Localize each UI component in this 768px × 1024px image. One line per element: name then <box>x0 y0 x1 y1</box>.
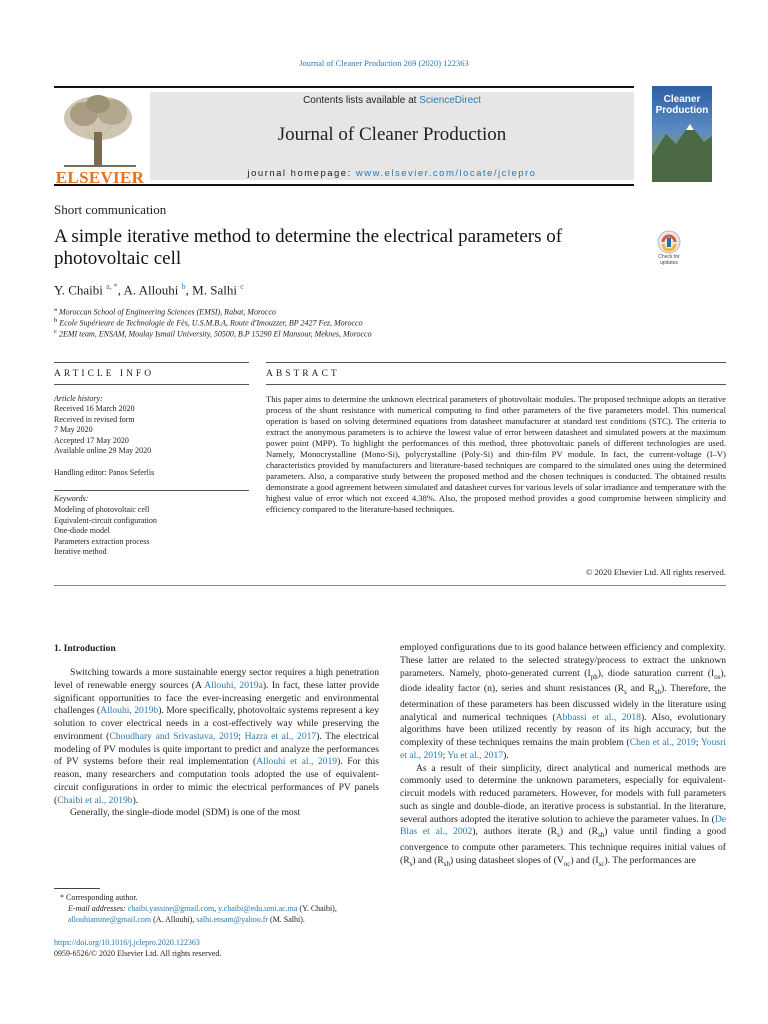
homepage-line <box>150 168 634 179</box>
subscript: sh <box>654 688 661 697</box>
citation-link[interactable]: Hazra et al., 2017 <box>244 730 317 742</box>
elsevier-logo[interactable] <box>54 92 146 187</box>
affiliation-a <box>54 306 276 317</box>
abstract-rule-lower <box>266 384 726 385</box>
affiliation-marker: a <box>54 306 57 313</box>
abstract-copyright: © 2020 Elsevier Ltd. All rights reserved. <box>585 567 726 577</box>
citation-link[interactable]: Allouhi, 2019b <box>100 705 159 717</box>
subscript: s <box>624 688 627 697</box>
check-badge-line1: Check for <box>658 254 680 260</box>
citation-link[interactable]: Chen et al., 2019 <box>629 737 696 749</box>
masthead-center <box>150 92 634 180</box>
elsevier-wordmark: ELSEVIER <box>55 168 145 187</box>
homepage-prefix: journal homepage: <box>247 168 356 179</box>
abstract-end-rule <box>54 585 726 586</box>
contents-line <box>150 95 634 106</box>
citation-link[interactable]: Choudhary and Srivastava, 2019 <box>109 730 239 742</box>
keyword-item: One-diode model <box>54 526 110 535</box>
citation-link[interactable]: Allouhi, 2019a <box>204 679 263 691</box>
subscript: ph <box>590 672 598 681</box>
body-paragraph: Switching towards a more sustainable energy sector requires a high penetration level of renewable energy sources (A Allouhi, 2019a). In fact, these latter provide significant opportunities to face the ever-increasing energetic and environmental challenges (Allouhi, 2019b). More specifically, photovoltaic systems represent a key solution to cover electrical needs in a cost-effectively way while preserving the environment (Choudhary and Srivastava, 2019; Hazra et al., 2017). The electrical modeling of PV modules is quite important to predict and analyze the performances of PV systems before their real implementation (Allouhi et al., 2019). For this reason, many researchers and computation tools adopted the use of equivalent-circuit configurations in order to mimic the electrical performances of PV panels (Chaibi et al., 2019b). <box>54 667 379 806</box>
abstract-heading: ABSTRACT <box>266 369 340 379</box>
corresponding-author-text: Corresponding author. <box>66 893 138 902</box>
body-column-right <box>400 642 726 870</box>
elsevier-tree-icon <box>54 92 146 168</box>
check-for-updates-badge[interactable] <box>650 228 688 268</box>
affiliation-text: Ecole Supérieure de Technologie de Fès, U.S.M.B.A, Route d'Imouzzer, BP 2427 Fez, Morocco <box>59 318 363 328</box>
affiliation-c <box>54 328 372 339</box>
homepage-link[interactable]: www.elsevier.com/locate/jclepro <box>355 168 537 179</box>
body-paragraph: employed configurations due to its good balance between efficiency and complexity. These latter are related to the selected strategy/process to extract the unknown parameters. Namely, photo-generated current $(I_{ph})$, diode saturation current $(I_{os})$, diode ideality factor (n), series and shunt resistances ($R_s$ and $R_{sh}$). Therefore, the determination of these parameters has been discussed widely in the literature using analytical and numerical techniques (Abbassi et al., 2018). Also, evolutionary algorithms have been utilized recently by reason of its high accuracy, but the complexity of these techniques remains the main problem (Chen et al., 2019; Yousri et al., 2019; Yu et al., 2017). <box>400 642 727 761</box>
author-list <box>54 282 244 298</box>
email-separator: (Y. Chaibi), <box>297 903 337 913</box>
citation-link[interactable]: Abbassi et al., 2018 <box>555 711 641 723</box>
article-info-rule <box>54 362 249 363</box>
body-column-left <box>54 667 379 820</box>
article-title: A simple iterative method to determine the electrical parameters of photovoltaic cell <box>54 226 563 269</box>
subscript: sh <box>598 831 605 840</box>
affiliation-text: Moroccan School of Engineering Sciences (EMSI), Rabat, Morocco <box>58 307 276 317</box>
history-item: Accepted 17 May 2020 <box>54 435 129 445</box>
keywords-label: Keywords: <box>54 494 89 503</box>
history-label: Article history: <box>54 394 103 403</box>
citation-link[interactable]: Allouhi et al., 2019 <box>256 756 338 768</box>
subscript: s <box>409 859 413 868</box>
check-badge-line2: updates <box>660 260 678 266</box>
keywords-rule <box>54 490 249 491</box>
email-label: E-mail addresses: <box>68 903 126 913</box>
journal-masthead <box>54 86 634 186</box>
author-name: Y. Chaibi <box>54 282 103 298</box>
abstract-rule <box>266 362 726 363</box>
issn-line: 0959-6526/© 2020 Elsevier Ltd. All rights reserved. <box>54 948 222 958</box>
author-name: M. Salhi <box>192 282 237 298</box>
keyword-item: Modeling of photovoltaic cell <box>54 505 150 514</box>
article-info-heading: ARTICLE INFO <box>54 369 155 379</box>
sciencedirect-link[interactable]: ScienceDirect <box>419 95 481 106</box>
footnote <box>54 893 384 925</box>
keyword-item: Parameters extraction process <box>54 536 150 546</box>
history-item: 7 May 2020 <box>54 425 93 434</box>
citation-link[interactable]: Chaibi et al., 2019b <box>57 794 133 806</box>
email-link[interactable]: salhi.ensam@yahoo.fr <box>196 914 269 924</box>
abstract-text: This paper aims to determine the unknown electrical parameters of photovoltaic modules. The proposed technique adopts an iterative process of the shunt resistance with numerical computing to find other parameters of the five parameters model. This numerical operation is based on solving determined equations from datasheet manufacturer at standard test conditions (STC). The criteria to extract the anonymous parameters is to achieve the lowest value of error between datasheet and simulated powers at the maximum power point (MPP). To highlight the performances of this method, three photovoltaic panels of different technologies are used. Namely, Monocrystalline (Mono-Si), polycrystalline (Poly-Si) and thin-film PV module. In fact, the current-voltage (I–V) characteristics provided by manufacturers and literature-based techniques are compared to the simulated ones using the determined parameters. Also, a comparative study between the proposed method and the chosen techniques is conducted. The obtained results demonstrate a good agreement between simulated and datasheet curves for various levels of solar irradiance and temperature with the highest value of error which not exceed 4.38%. Also, the proposed method provides a good compromise between simplicity and efficiency compared to the literature-based techniques. <box>266 394 726 515</box>
cover-mountain-icon <box>652 86 712 182</box>
journal-reference[interactable]: Journal of Cleaner Production 269 (2020) 122363 <box>299 58 469 68</box>
history-item: Received in revised form <box>54 414 135 424</box>
affiliation-marker: c <box>54 328 57 335</box>
body-paragraph: As a result of their simplicity, direct analytical and numerical methods are commonly used to determine the unknown parameters, especially for equivalent-circuit models with reduced parameters. However, for models with full parameters such as single and double-diode, an iterative process is substantial. In the literature, several authors adopted the iterative solution to achieve the parameter values. In (De Blas et al., 2002), authors iterate $(R_s)$ and $(R_{sh})$ value until finding a good convergence to compute other parameters. This technique requires initial values of $(R_s)$ and $(R_{sh})$ using datasheet slopes of $(V_{oc})$ and $(I_{sc})$. The performances are <box>400 762 727 868</box>
history-item: Received 16 March 2020 <box>54 404 135 413</box>
contents-prefix: Contents lists available at <box>303 95 420 106</box>
author-name: A. Allouhi <box>123 282 179 298</box>
author-separator: , <box>185 282 193 298</box>
subscript: sh <box>443 859 450 868</box>
citation-link[interactable]: Yu et al., 2017 <box>447 749 504 761</box>
doi-link[interactable]: https://doi.org/10.1016/j.jclepro.2020.122363 <box>54 938 200 947</box>
subscript: os <box>714 672 721 681</box>
author-affiliation-marker[interactable]: a, * <box>106 282 118 291</box>
affiliation-text: 2EMI team, ENSAM, Moulay Ismail University, 50500, B.P 15290 El Mansour, Meknes, Morocco <box>58 329 372 339</box>
email-link[interactable]: chaibi.yassine@gmail.com <box>127 903 215 913</box>
corresponding-author-note: * Corresponding author. <box>54 893 138 902</box>
body-paragraph: Generally, the single-diode model (SDM) is one of the most <box>70 807 301 819</box>
keyword-item: Iterative method <box>54 547 107 556</box>
affiliation-b <box>54 317 363 328</box>
email-link[interactable]: y.chaibi@edu.umi.ac.ma <box>218 903 298 913</box>
journal-cover-image[interactable] <box>652 86 712 182</box>
affiliation-marker: b <box>54 317 58 324</box>
email-addresses <box>54 904 384 926</box>
article-type: Short communication <box>54 202 167 217</box>
history-list <box>54 404 249 457</box>
subscript: sc <box>598 859 605 868</box>
author-separator: , <box>117 282 124 298</box>
keyword-item: Equivalent-circuit configuration <box>54 515 157 525</box>
journal-title: Journal of Cleaner Production <box>277 124 507 145</box>
email-separator: (M. Salhi). <box>268 914 305 924</box>
subscript: oc <box>563 859 571 868</box>
author-affiliation-marker[interactable]: b <box>181 282 186 291</box>
email-separator: (A. Allouhi), <box>151 914 197 924</box>
author-affiliation-marker[interactable]: c <box>240 282 244 291</box>
subscript: s <box>557 831 560 840</box>
doi-block <box>54 938 221 960</box>
keywords-list <box>54 505 249 558</box>
cover-title-line2: Production <box>655 105 709 116</box>
email-link[interactable]: allouhiamine@gmail.com <box>68 914 152 924</box>
section-heading-introduction: 1. Introduction <box>54 643 116 654</box>
history-item: Available online 29 May 2020 <box>54 446 152 455</box>
email-separator: , <box>214 903 219 913</box>
footnote-rule <box>54 888 100 889</box>
citation-link[interactable]: Yousri et al., 2019 <box>400 737 726 761</box>
citation-link[interactable]: De Blas et al., 2002 <box>400 813 726 838</box>
handling-editor: Handling editor: Panos Seferlis <box>54 468 155 477</box>
article-info-rule-lower <box>54 384 249 385</box>
cover-title-line1: Cleaner <box>663 94 701 105</box>
